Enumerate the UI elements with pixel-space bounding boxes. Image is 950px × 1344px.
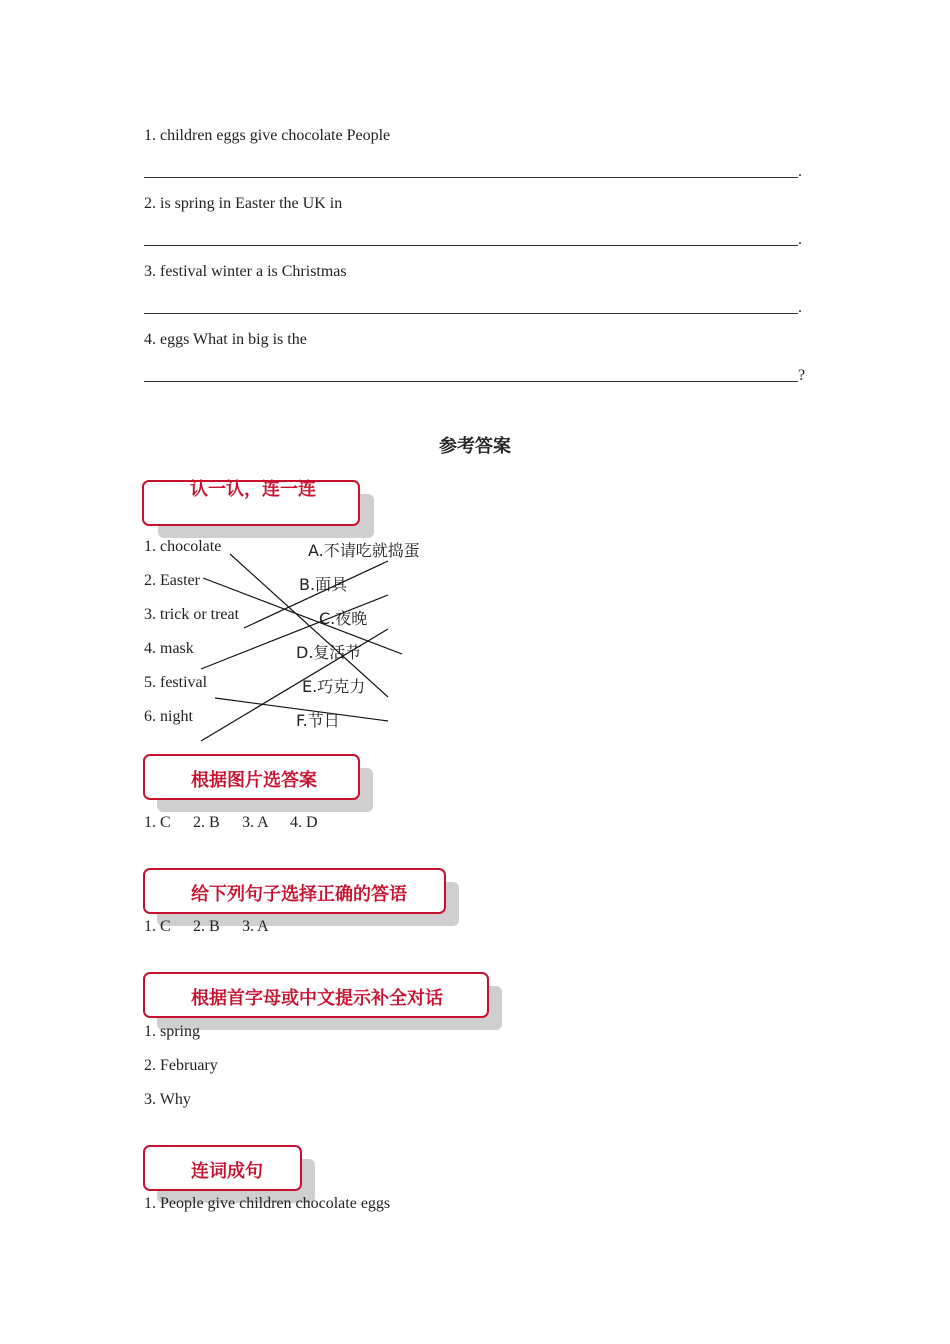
pictures-answer: 3. A [242, 814, 269, 831]
match-line-mask-to-B [201, 595, 388, 669]
match-right-item: B.面具 [299, 575, 348, 594]
dialogue-answer: 1. spring [144, 1023, 200, 1040]
question-4-prompt: 4. eggs What in big is the [144, 331, 307, 348]
responses-section-title: 给下列句子选择正确的答语 [191, 884, 407, 905]
question-3-prompt: 3. festival winter a is Christmas [144, 263, 347, 280]
pictures-section-title: 根据图片选答案 [191, 770, 317, 791]
pictures-answer: 2. B [193, 814, 220, 831]
match-left-item: 2. Easter [144, 572, 200, 589]
responses-answer: 1. C [144, 918, 171, 935]
dialogue-answer: 3. Why [144, 1091, 191, 1108]
match-left-item: 5. festival [144, 674, 208, 691]
match-line-trick-to-A [244, 561, 388, 628]
match-line-chocolate-to-E [230, 554, 388, 697]
responses-answer: 2. B [193, 918, 220, 935]
matching-section-title: 认一认，连一连 [190, 479, 316, 500]
match-left-item: 4. mask [144, 640, 194, 657]
question-1-end-mark: . [798, 163, 802, 180]
question-3-end-mark: . [798, 299, 802, 316]
match-right-item: D.复活节 [296, 643, 362, 662]
match-line-night-to-C [201, 629, 388, 741]
sentences-answer: 1. People give children chocolate eggs [144, 1195, 391, 1212]
pictures-answer: 4. D [290, 814, 318, 831]
match-right-item: A.不请吃就捣蛋 [308, 541, 420, 560]
question-2-end-mark: . [798, 231, 802, 248]
pictures-answer: 1. C [144, 814, 171, 831]
responses-answer: 3. A [242, 918, 269, 935]
sentences-section-title: 连词成句 [191, 1161, 263, 1182]
match-right-item: E.巧克力 [302, 677, 366, 696]
match-right-item: F.节日 [296, 711, 340, 730]
question-2-prompt: 2. is spring in Easter the UK in [144, 195, 343, 212]
match-left-item: 6. night [144, 708, 193, 725]
dialogue-section-title: 根据首字母或中文提示补全对话 [191, 988, 443, 1009]
answer-key-title: 参考答案 [439, 436, 511, 457]
question-1-prompt: 1. children eggs give chocolate People [144, 127, 391, 144]
question-4-end-mark: ? [798, 367, 806, 384]
match-right-item: C.夜晚 [319, 609, 368, 628]
match-left-item: 1. chocolate [144, 538, 222, 555]
match-line-easter-to-D [203, 578, 402, 654]
match-left-item: 3. trick or treat [144, 606, 240, 623]
dialogue-answer: 2. February [144, 1057, 218, 1074]
